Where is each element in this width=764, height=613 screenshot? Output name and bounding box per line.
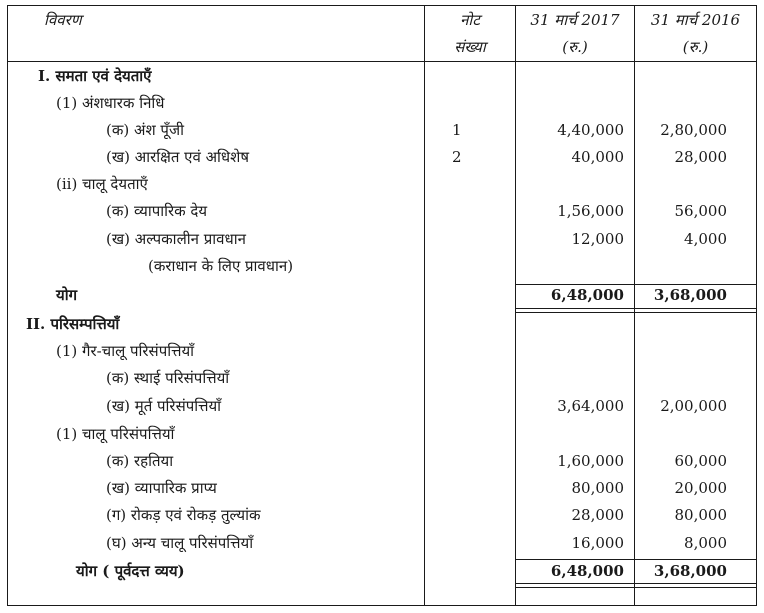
row-shareholders-funds: (1) अंशधारक निधि	[56, 94, 165, 112]
row-cash-equivalents: (ग) रोकड़ एवं रोकड़ तुल्यांक	[106, 506, 261, 524]
row-tangible-assets: (ख) मूर्त परिसंपत्तियाँ	[106, 397, 222, 415]
section-equity-liabilities: I. समता एवं देयताएँ	[38, 67, 152, 85]
header-particulars: विवरण	[44, 11, 82, 29]
row-non-current-assets: (1) गैर-चालू परिसंपत्तियाँ	[56, 342, 195, 360]
header-note-line1: नोट	[460, 11, 480, 29]
row-trade-payables-2017: 1,56,000	[557, 202, 624, 220]
row-reserves-surplus: (ख) आरक्षित एवं अधिशेष	[106, 148, 250, 166]
row-share-capital-2017: 4,40,000	[557, 121, 624, 139]
rule-right	[756, 5, 757, 605]
rule-total2-top	[515, 559, 757, 560]
header-2016-line2: (रु.)	[682, 38, 709, 56]
row-short-term-provisions: (ख) अल्पकालीन प्रावधान	[106, 230, 246, 248]
row-trade-receivables-2017: 80,000	[571, 479, 624, 497]
row-reserves-surplus-note: 2	[452, 148, 462, 166]
rule-col-note	[424, 5, 425, 605]
rule-total2-bottom-a	[515, 583, 757, 584]
header-2017-line2: (रु.)	[562, 38, 588, 56]
row-share-capital-note: 1	[452, 121, 462, 139]
row-other-current-assets-2016: 8,000	[684, 534, 727, 552]
rule-total1-bottom-a	[515, 308, 757, 309]
rule-top	[7, 5, 757, 6]
row-reserves-surplus-2016: 28,000	[674, 148, 727, 166]
row-total-2-2016: 3,68,000	[653, 562, 727, 580]
row-total-2: योग ( पूर्वदत्त व्यय)	[76, 562, 185, 580]
row-trade-receivables: (ख) व्यापारिक प्राप्य	[106, 479, 217, 497]
row-trade-receivables-2016: 20,000	[674, 479, 727, 497]
rule-total1-bottom-b	[515, 312, 757, 313]
section-assets: II. परिसम्पत्तियाँ	[26, 315, 120, 333]
row-cash-equivalents-2017: 28,000	[571, 506, 624, 524]
row-tax-provision-note: (कराधान के लिए प्रावधान)	[148, 257, 294, 275]
row-total-2-2017: 6,48,000	[550, 562, 624, 580]
row-reserves-surplus-2017: 40,000	[571, 148, 624, 166]
row-other-current-assets: (घ) अन्य चालू परिसंपत्तियाँ	[106, 534, 254, 552]
header-2017-line1: 31 मार्च 2017	[530, 11, 620, 29]
row-tangible-assets-2017: 3,64,000	[557, 397, 624, 415]
row-other-current-assets-2017: 16,000	[571, 534, 624, 552]
row-total-1-2017: 6,48,000	[550, 286, 624, 304]
row-fixed-assets: (क) स्थाई परिसंपत्तियाँ	[106, 369, 230, 387]
row-inventory-2016: 60,000	[674, 452, 727, 470]
row-short-term-provisions-2016: 4,000	[684, 230, 727, 248]
rule-bottom	[7, 605, 757, 606]
row-tangible-assets-2016: 2,00,000	[660, 397, 727, 415]
row-share-capital: (क) अंश पूँजी	[106, 121, 184, 139]
row-total-1: योग	[56, 286, 78, 304]
rule-total2-bottom-b	[515, 587, 757, 588]
rule-left	[7, 5, 8, 605]
header-2016-line1: 31 मार्च 2016	[650, 11, 741, 29]
row-trade-payables-2016: 56,000	[674, 202, 727, 220]
row-inventory-2017: 1,60,000	[557, 452, 624, 470]
row-current-liabilities: (ii) चालू देयताएँ	[56, 175, 148, 193]
row-inventory: (क) रहतिया	[106, 452, 174, 470]
row-total-1-2016: 3,68,000	[653, 286, 727, 304]
rule-header-bottom	[7, 61, 757, 62]
row-short-term-provisions-2017: 12,000	[571, 230, 624, 248]
header-note-line2: संख्या	[454, 38, 486, 56]
row-cash-equivalents-2016: 80,000	[674, 506, 727, 524]
row-trade-payables: (क) व्यापारिक देय	[106, 202, 208, 220]
row-current-assets: (1) चालू परिसंपत्तियाँ	[56, 425, 175, 443]
row-share-capital-2016: 2,80,000	[660, 121, 727, 139]
